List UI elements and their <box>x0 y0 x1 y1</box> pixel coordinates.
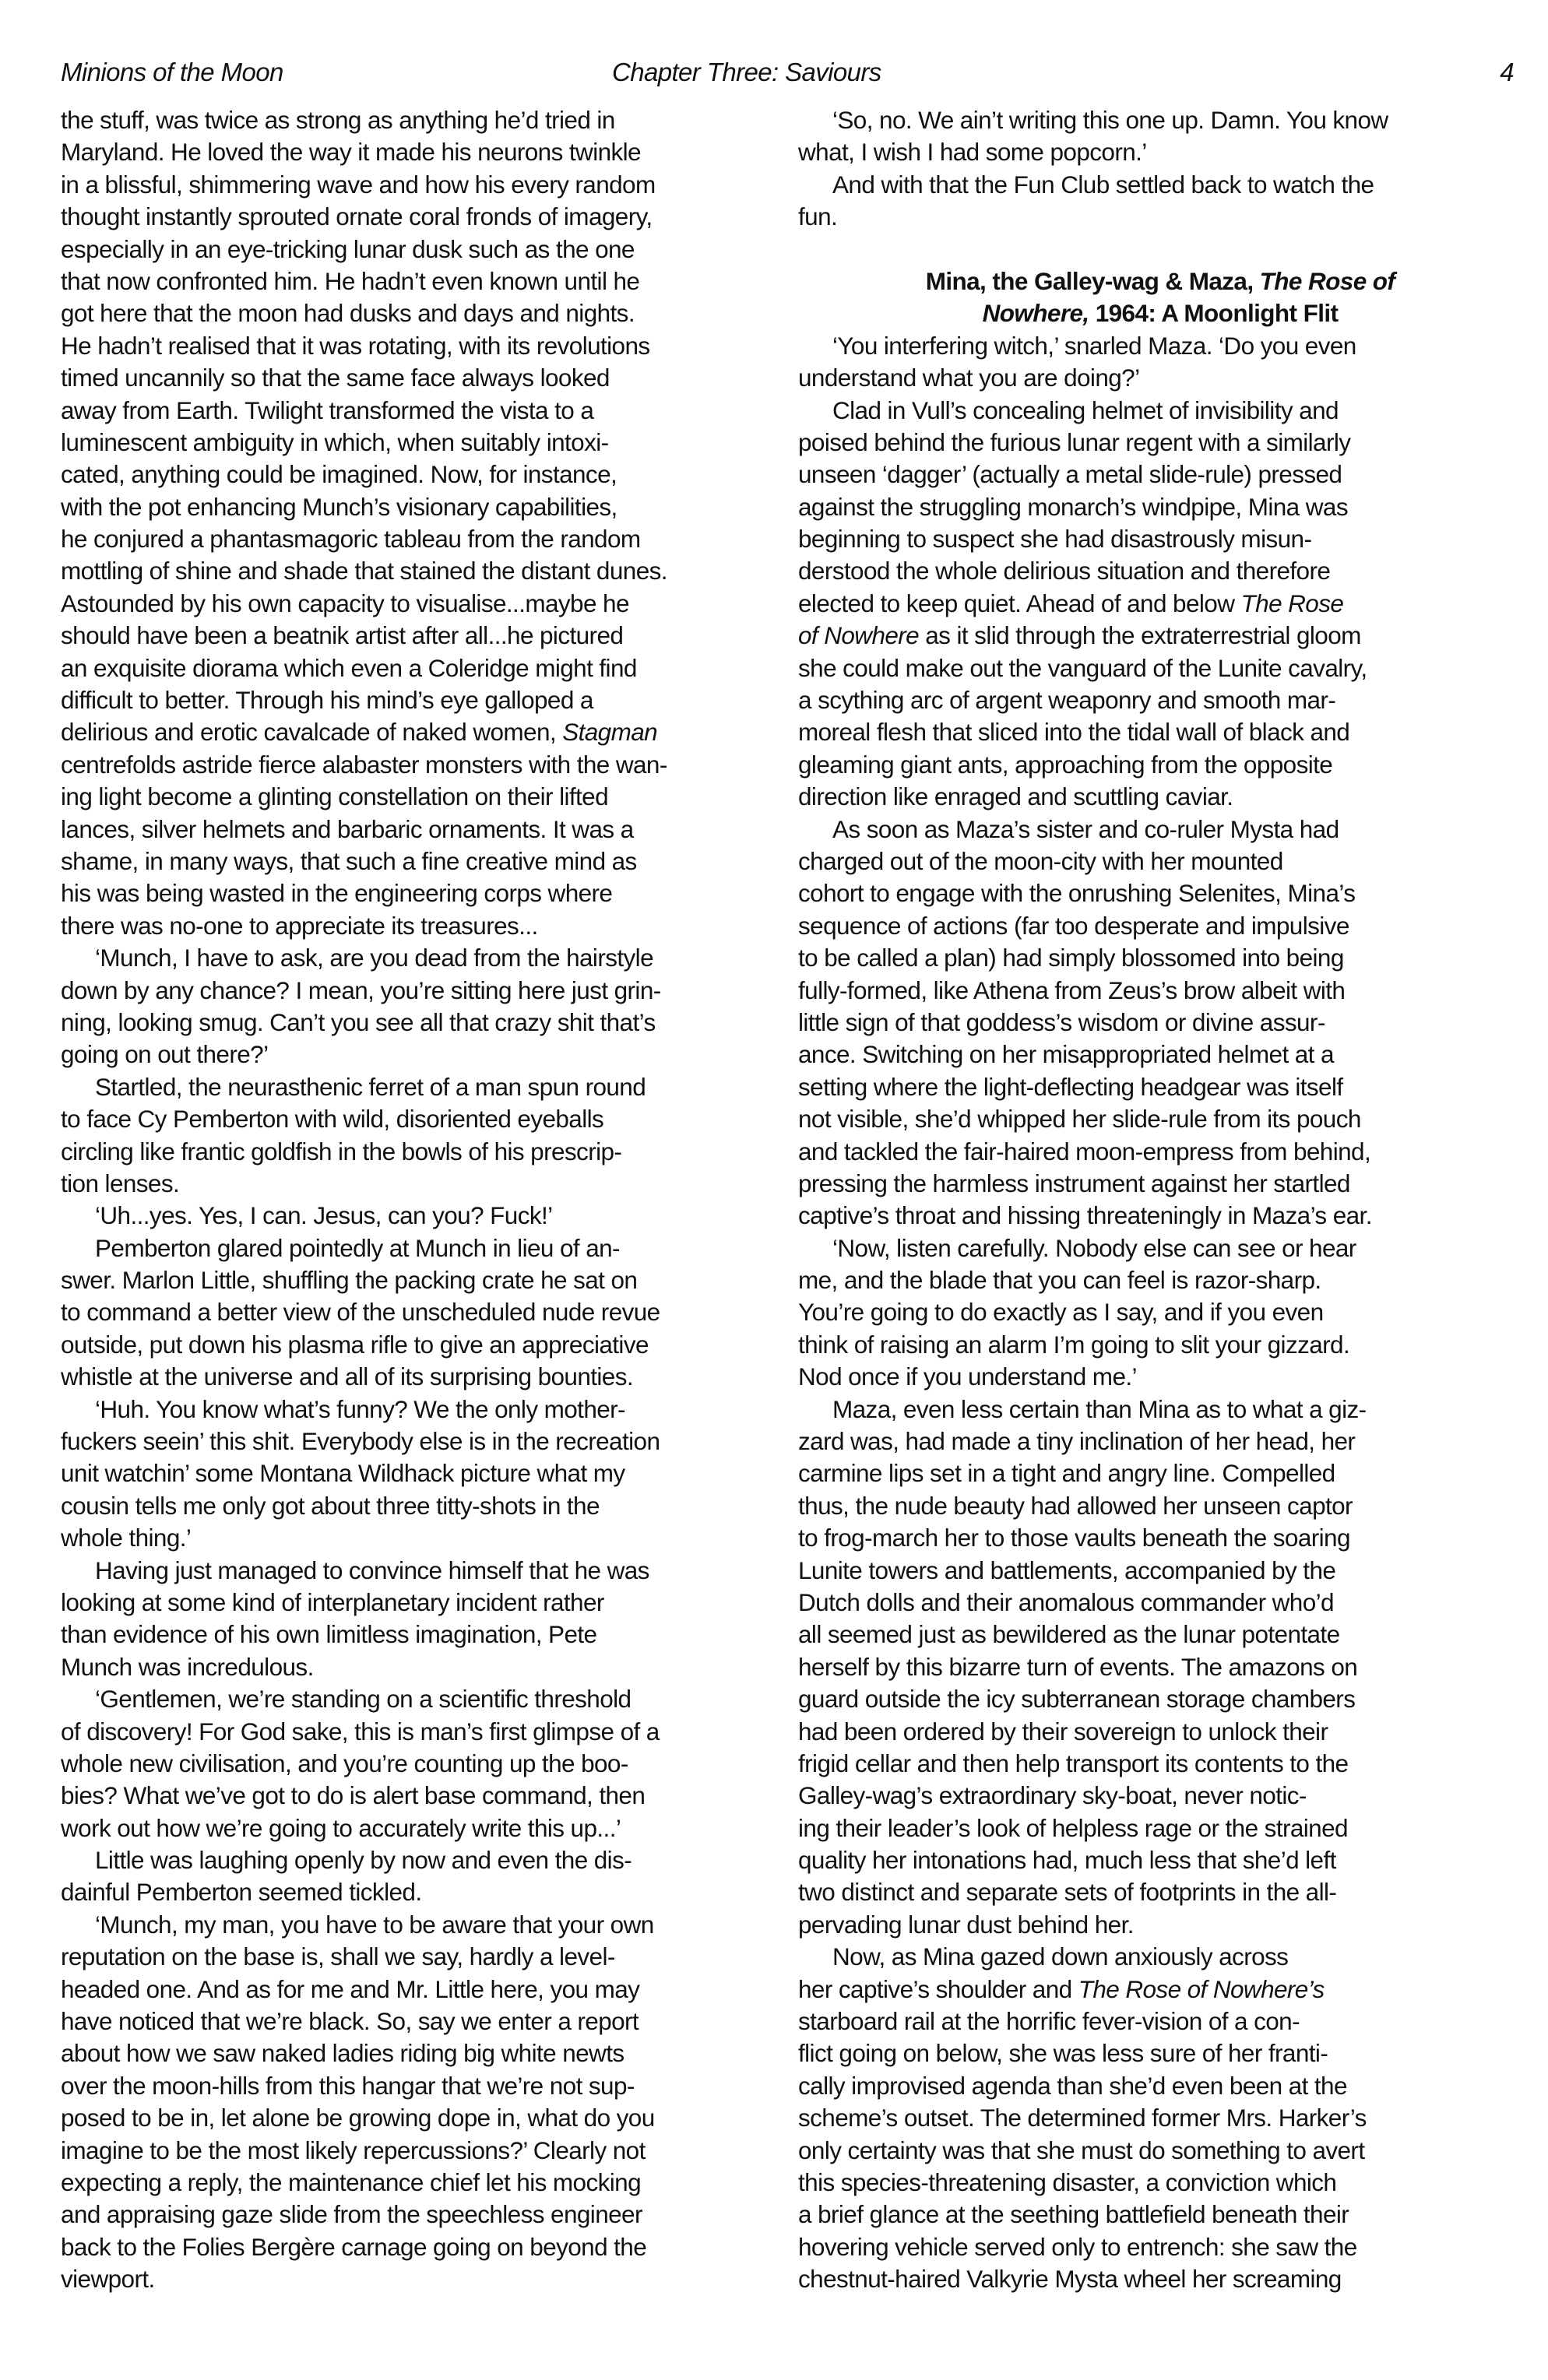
text-line: viewport. <box>61 2265 155 2294</box>
paragraph <box>61 1683 785 1844</box>
text-line: over the moon-hills from this hangar that we’re not sup- <box>61 2071 635 2100</box>
text-line: Startled, the neurasthenic ferret of a man spun round <box>95 1072 646 1101</box>
text-line: whole thing.’ <box>61 1524 192 1552</box>
text-line: mottling of shine and shade that stained the distant dunes. <box>61 557 667 585</box>
text-line: He hadn’t realised that it was rotating, with its revolutions <box>61 331 650 360</box>
text-line: against the struggling monarch’s windpipe, Mina was <box>798 492 1348 521</box>
text-line: Galley-wag’s extraordinary sky-boat, never notic- <box>798 1781 1307 1810</box>
text-line: away from Earth. Twilight transformed the vista to a <box>61 395 594 424</box>
paragraph <box>798 169 1522 234</box>
text-line: unit watchin’ some Montana Wildhack picture what my <box>61 1459 625 1488</box>
text-line: got here that the moon had dusks and days and nights. <box>61 299 635 328</box>
text-line: this species-threatening disaster, a conviction which <box>798 2168 1337 2196</box>
text-line: going on out there?’ <box>61 1040 269 1069</box>
text-line: work out how we’re going to accurately write this up...’ <box>61 1813 621 1842</box>
text-line: shame, in many ways, that such a fine creative mind as <box>61 846 637 875</box>
paragraph <box>61 942 785 1071</box>
paragraph <box>798 395 1522 814</box>
text-line: should have been a beatnik artist after all...he pictured <box>61 621 624 650</box>
text-line: scheme’s outset. The determined former Mrs. Harker’s <box>798 2104 1367 2132</box>
running-header-book-title: Minions of the Moon <box>61 58 283 86</box>
text-line: headed one. And as for me and Mr. Little here, you may <box>61 1974 640 2003</box>
text-line: direction like enraged and scuttling caviar. <box>798 782 1233 811</box>
text-line: swer. Marlon Little, shuffling the packing crate he sat on <box>61 1266 638 1295</box>
paragraph <box>798 1232 1522 1394</box>
text-line: with the pot enhancing Munch’s visionary capabilities, <box>61 492 617 521</box>
text-line: guard outside the icy subterranean storage chambers <box>798 1685 1356 1714</box>
text-line: ning, looking smug. Can’t you see all that crazy shit that’s <box>61 1007 656 1036</box>
italic-title: The Rose of <box>1259 266 1395 295</box>
text-line: derstood the whole delirious situation and therefore <box>798 557 1331 585</box>
text-line: cated, anything could be imagined. Now, for instance, <box>61 460 617 489</box>
text-line: ‘Munch, my man, you have to be aware that your own <box>95 1910 654 1939</box>
text-line: of discovery! For God sake, this is man’s first glimpse of a <box>61 1717 660 1745</box>
paragraph <box>61 1071 785 1201</box>
text-line: Maryland. He loved the way it made his neurons twinkle <box>61 138 641 167</box>
text-line: flict going on below, she was less sure of her franti- <box>798 2039 1328 2068</box>
text-line: think of raising an alarm I’m going to slit your gizzard. <box>798 1330 1350 1359</box>
text-line: starboard rail at the horrific fever-vision of a con- <box>798 2007 1300 2036</box>
text-line: timed uncannily so that the same face always looked <box>61 364 610 392</box>
paragraph <box>61 1909 785 2296</box>
text-line: fun. <box>798 202 838 231</box>
page-number: 4 <box>1500 58 1514 86</box>
text-line: gleaming giant ants, approaching from the opposite <box>798 750 1333 779</box>
text-line: frigid cellar and then help transport its contents to the <box>798 1749 1349 1777</box>
text-line: outside, put down his plasma rifle to give an appreciative <box>61 1330 649 1359</box>
text-line <box>798 234 1522 265</box>
running-header-chapter: Chapter Three: Saviours <box>612 58 881 86</box>
text-line: carmine lips set in a tight and angry line. Compelled <box>798 1459 1335 1488</box>
text-line: only certainty was that she must do something to avert <box>798 2136 1365 2164</box>
text-line: circling like frantic goldfish in the bowls of his prescrip- <box>61 1137 622 1165</box>
text-line: ‘Gentlemen, we’re standing on a scientific threshold <box>95 1685 632 1714</box>
italic-title: Nowhere, <box>982 299 1089 328</box>
italic-title: The Rose <box>1240 589 1344 617</box>
text-line: than evidence of his own limitless imagination, Pete <box>61 1620 597 1649</box>
heading-line: Mina, the Galley-wag & Maza, The Rose of <box>925 266 1395 295</box>
text-line: had been ordered by their sovereign to unlock their <box>798 1717 1328 1745</box>
text-line: she could make out the vanguard of the Lunite cavalry, <box>798 653 1367 682</box>
text-line: especially in an eye-tricking lunar dusk such as the one <box>61 234 635 263</box>
text-line: sequence of actions (far too desperate and impulsive <box>798 911 1349 940</box>
text-line: pressing the harmless instrument against her startled <box>798 1169 1350 1197</box>
text-line: Munch was incredulous. <box>61 1652 314 1681</box>
text-line: little sign of that goddess’s wisdom or divine assur- <box>798 1007 1325 1036</box>
text-line: moreal flesh that sliced into the tidal wall of black and <box>798 718 1350 747</box>
text-line: As soon as Maza’s sister and co-ruler Mysta had <box>832 814 1339 843</box>
text-line: Nod once if you understand me.’ <box>798 1362 1137 1391</box>
text-line: herself by this bizarre turn of events. The amazons on <box>798 1652 1358 1681</box>
text-line: ‘Huh. You know what’s funny? We the only mother- <box>95 1394 625 1423</box>
paragraph-spacer <box>798 234 1522 265</box>
text-line: Clad in Vull’s concealing helmet of invisibility and <box>832 395 1339 424</box>
text-line: to frog-march her to those vaults beneath the soaring <box>798 1524 1350 1552</box>
text-line: what, I wish I had some popcorn.’ <box>798 138 1147 167</box>
text-line: Lunite towers and battlements, accompanied by the <box>798 1556 1336 1584</box>
text-line: whistle at the universe and all of its surprising bounties. <box>61 1362 634 1391</box>
text-line: hovering vehicle served only to entrench: she saw the <box>798 2232 1357 2261</box>
text-line: posed to be in, let alone be growing dope in, what do you <box>61 2104 655 2132</box>
text-line: Maza, even less certain than Mina as to what a giz- <box>832 1394 1367 1423</box>
paragraph <box>61 1232 785 1394</box>
text-line: about how we saw naked ladies riding big white newts <box>61 2039 624 2068</box>
right-text-column <box>798 104 1522 2296</box>
text-line: back to the Folies Bergère carnage going on beyond the <box>61 2232 647 2261</box>
text-line: there was no-one to appreciate its treasures... <box>61 911 538 940</box>
text-line: unseen ‘dagger’ (actually a metal slide-rule) pressed <box>798 460 1342 489</box>
text-line: thought instantly sprouted ornate coral fronds of imagery, <box>61 202 653 231</box>
text-line: bies? What we’ve got to do is alert base command, then <box>61 1781 646 1810</box>
text-line: cousin tells me only got about three titty-shots in the <box>61 1491 600 1520</box>
text-line: ‘So, no. We ain’t writing this one up. Damn. You know <box>832 106 1388 134</box>
text-line: cohort to engage with the onrushing Selenites, Mina’s <box>798 879 1356 908</box>
text-line: centrefolds astride fierce alabaster monsters with the wan- <box>61 750 667 779</box>
text-line: her captive’s shoulder and The Rose of Nowhere’s <box>798 1974 1325 2003</box>
text-line: looking at some kind of interplanetary incident rather <box>61 1587 604 1616</box>
text-line: a scything arc of argent weaponry and smooth mar- <box>798 686 1336 715</box>
text-line: all seemed just as bewildered as the lunar potentate <box>798 1620 1340 1649</box>
text-line: poised behind the furious lunar regent with a similarly <box>798 427 1351 456</box>
text-line: lances, silver helmets and barbaric ornaments. It was a <box>61 814 634 843</box>
text-line: thus, the nude beauty had allowed her unseen captor <box>798 1491 1353 1520</box>
paragraph <box>798 814 1522 1232</box>
text-line: Little was laughing openly by now and even the dis- <box>95 1846 632 1875</box>
text-line: elected to keep quiet. Ahead of and below The Rose <box>798 589 1344 617</box>
text-line: ‘Now, listen carefully. Nobody else can see or hear <box>832 1233 1356 1262</box>
paragraph <box>61 1200 785 1232</box>
text-line: ‘You interfering witch,’ snarled Maza. ‘Do you even <box>832 331 1356 360</box>
text-line: Dutch dolls and their anomalous commander who’d <box>798 1587 1334 1616</box>
text-line: he conjured a phantasmagoric tableau from the random <box>61 525 641 554</box>
text-line: understand what you are doing?’ <box>798 364 1140 392</box>
text-line: difficult to better. Through his mind’s eye galloped a <box>61 686 593 715</box>
paragraph <box>61 1844 785 1909</box>
text-line: to face Cy Pemberton with wild, disoriented eyeballs <box>61 1105 604 1134</box>
text-line: Having just managed to convince himself that he was <box>95 1556 649 1584</box>
section-heading <box>798 265 1522 330</box>
text-line: reputation on the base is, shall we say, hardly a level- <box>61 1942 615 1971</box>
left-text-column <box>61 104 785 2296</box>
text-line: ‘Munch, I have to ask, are you dead from the hairstyle <box>95 944 653 972</box>
text-line: fully-formed, like Athena from Zeus’s brow albeit with <box>798 976 1346 1004</box>
text-line: quality her intonations had, much less that she’d left <box>798 1846 1336 1875</box>
text-line: in a blissful, shimmering wave and how his every random <box>61 170 656 199</box>
text-line: charged out of the moon-city with her mounted <box>798 846 1283 875</box>
text-line: chestnut-haired Valkyrie Mysta wheel her screaming <box>798 2265 1342 2294</box>
paragraph <box>798 1941 1522 2295</box>
text-line: ‘Uh...yes. Yes, I can. Jesus, can you? Fuck!’ <box>95 1201 553 1230</box>
text-line: ance. Switching on her misappropriated helmet at a <box>798 1040 1334 1069</box>
text-line: to command a better view of the unscheduled nude revue <box>61 1298 660 1327</box>
text-line: beginning to suspect she had disastrously misun- <box>798 525 1312 554</box>
text-line: of Nowhere as it slid through the extraterrestrial gloom <box>798 621 1361 650</box>
paragraph <box>61 1555 785 1684</box>
text-line: a brief glance at the seething battlefield beneath their <box>798 2200 1349 2229</box>
text-line: the stuff, was twice as strong as anything he’d tried in <box>61 106 615 134</box>
text-line: fuckers seein’ this shit. Everybody else is in the recreation <box>61 1427 660 1456</box>
text-line: captive’s throat and hissing threateningly in Maza’s ear. <box>798 1201 1372 1230</box>
text-line: And with that the Fun Club settled back to watch the <box>832 170 1374 199</box>
paragraph <box>61 104 785 942</box>
text-line: his was being wasted in the engineering corps where <box>61 879 613 908</box>
text-line: pervading lunar dust behind her. <box>798 1910 1134 1939</box>
italic-title: The Rose of Nowhere’s <box>1078 1974 1325 2003</box>
text-line: that now confronted him. He hadn’t even known until he <box>61 266 640 295</box>
text-line: Pemberton glared pointedly at Munch in lieu of an- <box>95 1233 620 1262</box>
heading-line: Nowhere, 1964: A Moonlight Flit <box>982 299 1339 328</box>
text-line: Now, as Mina gazed down anxiously across <box>832 1942 1289 1971</box>
text-line: not visible, she’d whipped her slide-rule from its pouch <box>798 1105 1361 1134</box>
text-line: ing their leader’s look of helpless rage or the strained <box>798 1813 1348 1842</box>
text-line: imagine to be the most likely repercussions?’ Clearly not <box>61 2136 646 2164</box>
text-line: whole new civilisation, and you’re counting up the boo- <box>61 1749 628 1777</box>
paragraph <box>798 1394 1522 1942</box>
text-line: delirious and erotic cavalcade of naked women, Stagman <box>61 718 658 747</box>
text-line: an exquisite diorama which even a Coleridge might find <box>61 653 637 682</box>
text-line: Astounded by his own capacity to visualise...maybe he <box>61 589 629 617</box>
text-line: two distinct and separate sets of footprints in the all- <box>798 1878 1337 1907</box>
text-line: down by any chance? I mean, you’re sitting here just grin- <box>61 976 661 1004</box>
text-line: zard was, had made a tiny inclination of her head, her <box>798 1427 1356 1456</box>
text-line: me, and the blade that you can feel is razor-sharp. <box>798 1266 1321 1295</box>
text-line: and tackled the fair-haired moon-empress from behind, <box>798 1137 1371 1165</box>
text-line: to be called a plan) had simply blossomed into being <box>798 944 1344 972</box>
text-line: dainful Pemberton seemed tickled. <box>61 1878 422 1907</box>
text-line: You’re going to do exactly as I say, and if you even <box>798 1298 1324 1327</box>
text-line: tion lenses. <box>61 1169 180 1197</box>
text-line: ing light become a glinting constellation on their lifted <box>61 782 609 811</box>
text-line: cally improvised agenda than she’d even been at the <box>798 2071 1347 2100</box>
text-line: expecting a reply, the maintenance chief let his mocking <box>61 2168 641 2196</box>
italic-title: of Nowhere <box>798 621 920 650</box>
paragraph <box>798 104 1522 169</box>
paragraph <box>798 330 1522 395</box>
paragraph <box>61 1394 785 1555</box>
text-line: have noticed that we’re black. So, say we enter a report <box>61 2007 639 2036</box>
italic-title: Stagman <box>562 718 658 747</box>
text-line: and appraising gaze slide from the speechless engineer <box>61 2200 642 2229</box>
text-line: luminescent ambiguity in which, when suitably intoxi- <box>61 427 609 456</box>
text-line: setting where the light-deflecting headgear was itself <box>798 1072 1343 1101</box>
